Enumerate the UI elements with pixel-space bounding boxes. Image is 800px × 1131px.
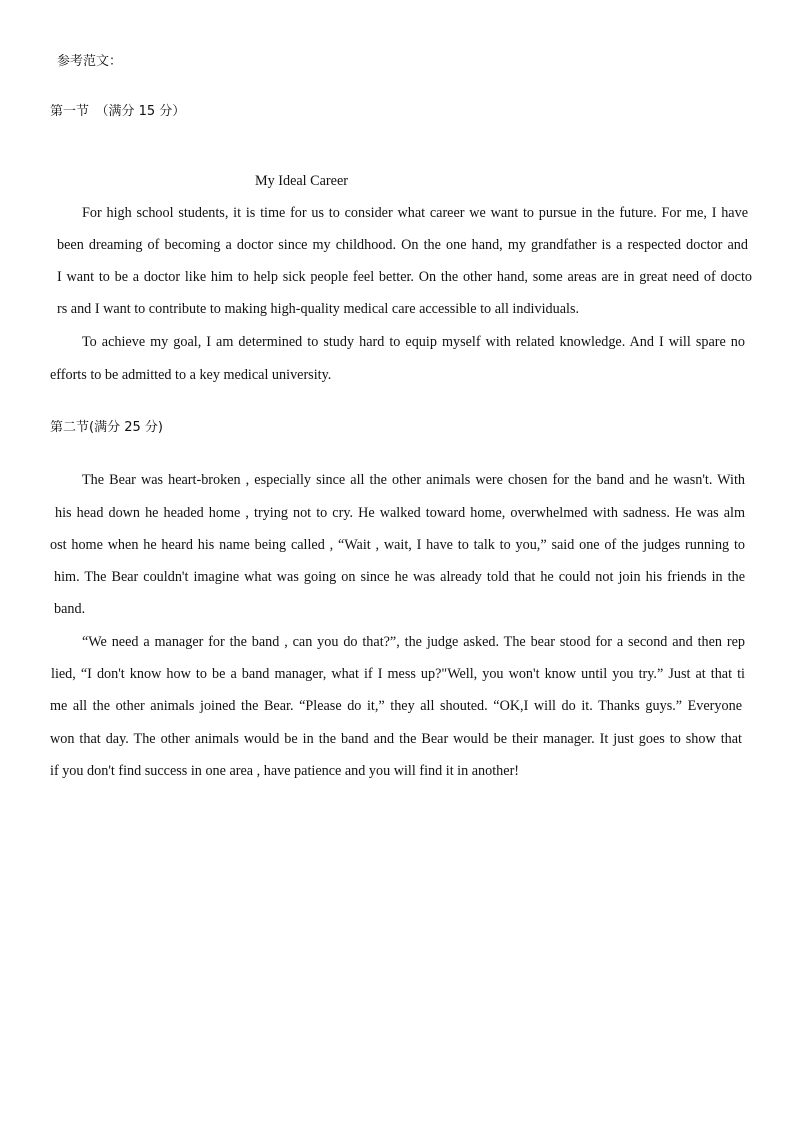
essay-line: efforts to be admitted to a key medical university. (50, 367, 332, 383)
essay-title: My Ideal Career (255, 173, 348, 189)
section-1-label: 第一节 （满分 15 分） (50, 104, 186, 119)
essay-line: been dreaming of becoming a doctor since my childhood. On the one hand, my grandfather is a respected doctor and (57, 237, 748, 253)
story-line: ost home when he heard his name being called , “Wait , wait, I have to talk to you,” said one of the judges running to (50, 537, 745, 553)
story-line: won that day. The other animals would be in the band and the Bear would be their manager. It just goes to show that (50, 731, 742, 747)
essay-line: rs and I want to contribute to making high-quality medical care accessible to all individuals. (57, 301, 580, 317)
story-line: The Bear was heart-broken , especially since all the other animals were chosen for the band and he wasn't. With (82, 472, 745, 488)
reference-heading: 参考范文： (57, 54, 123, 69)
section-2-label: 第二节(满分 25 分) (50, 420, 163, 435)
story-line: if you don't find success in one area , have patience and you will find it in another! (50, 763, 520, 779)
story-line: him. The Bear couldn't imagine what was going on since he was already told that he could not join his friends in the (54, 569, 745, 585)
story-line: band. (54, 601, 86, 617)
essay-line: For high school students, it is time for us to consider what career we want to pursue in the future. For me, I have (82, 205, 748, 221)
story-line: “We need a manager for the band , can you do that?”, the judge asked. The bear stood for a second and then rep (82, 634, 745, 650)
story-line: his head down he headed home , trying not to cry. He walked toward home, overwhelmed with sadness. He was alm (55, 505, 745, 521)
essay-line: To achieve my goal, I am determined to study hard to equip myself with related knowledge. And I will spare no (82, 334, 745, 350)
essay-line: I want to be a doctor like him to help sick people feel better. On the other hand, some areas are in great need of docto (57, 269, 752, 285)
story-line: me all the other animals joined the Bear. “Please do it,” they all shouted. “OK,I will do it. Thanks guys.” Everyone (50, 698, 742, 714)
story-line: lied, “I don't know how to be a band manager, what if I mess up?"Well, you won't know until you try.” Just at that ti (51, 666, 745, 682)
